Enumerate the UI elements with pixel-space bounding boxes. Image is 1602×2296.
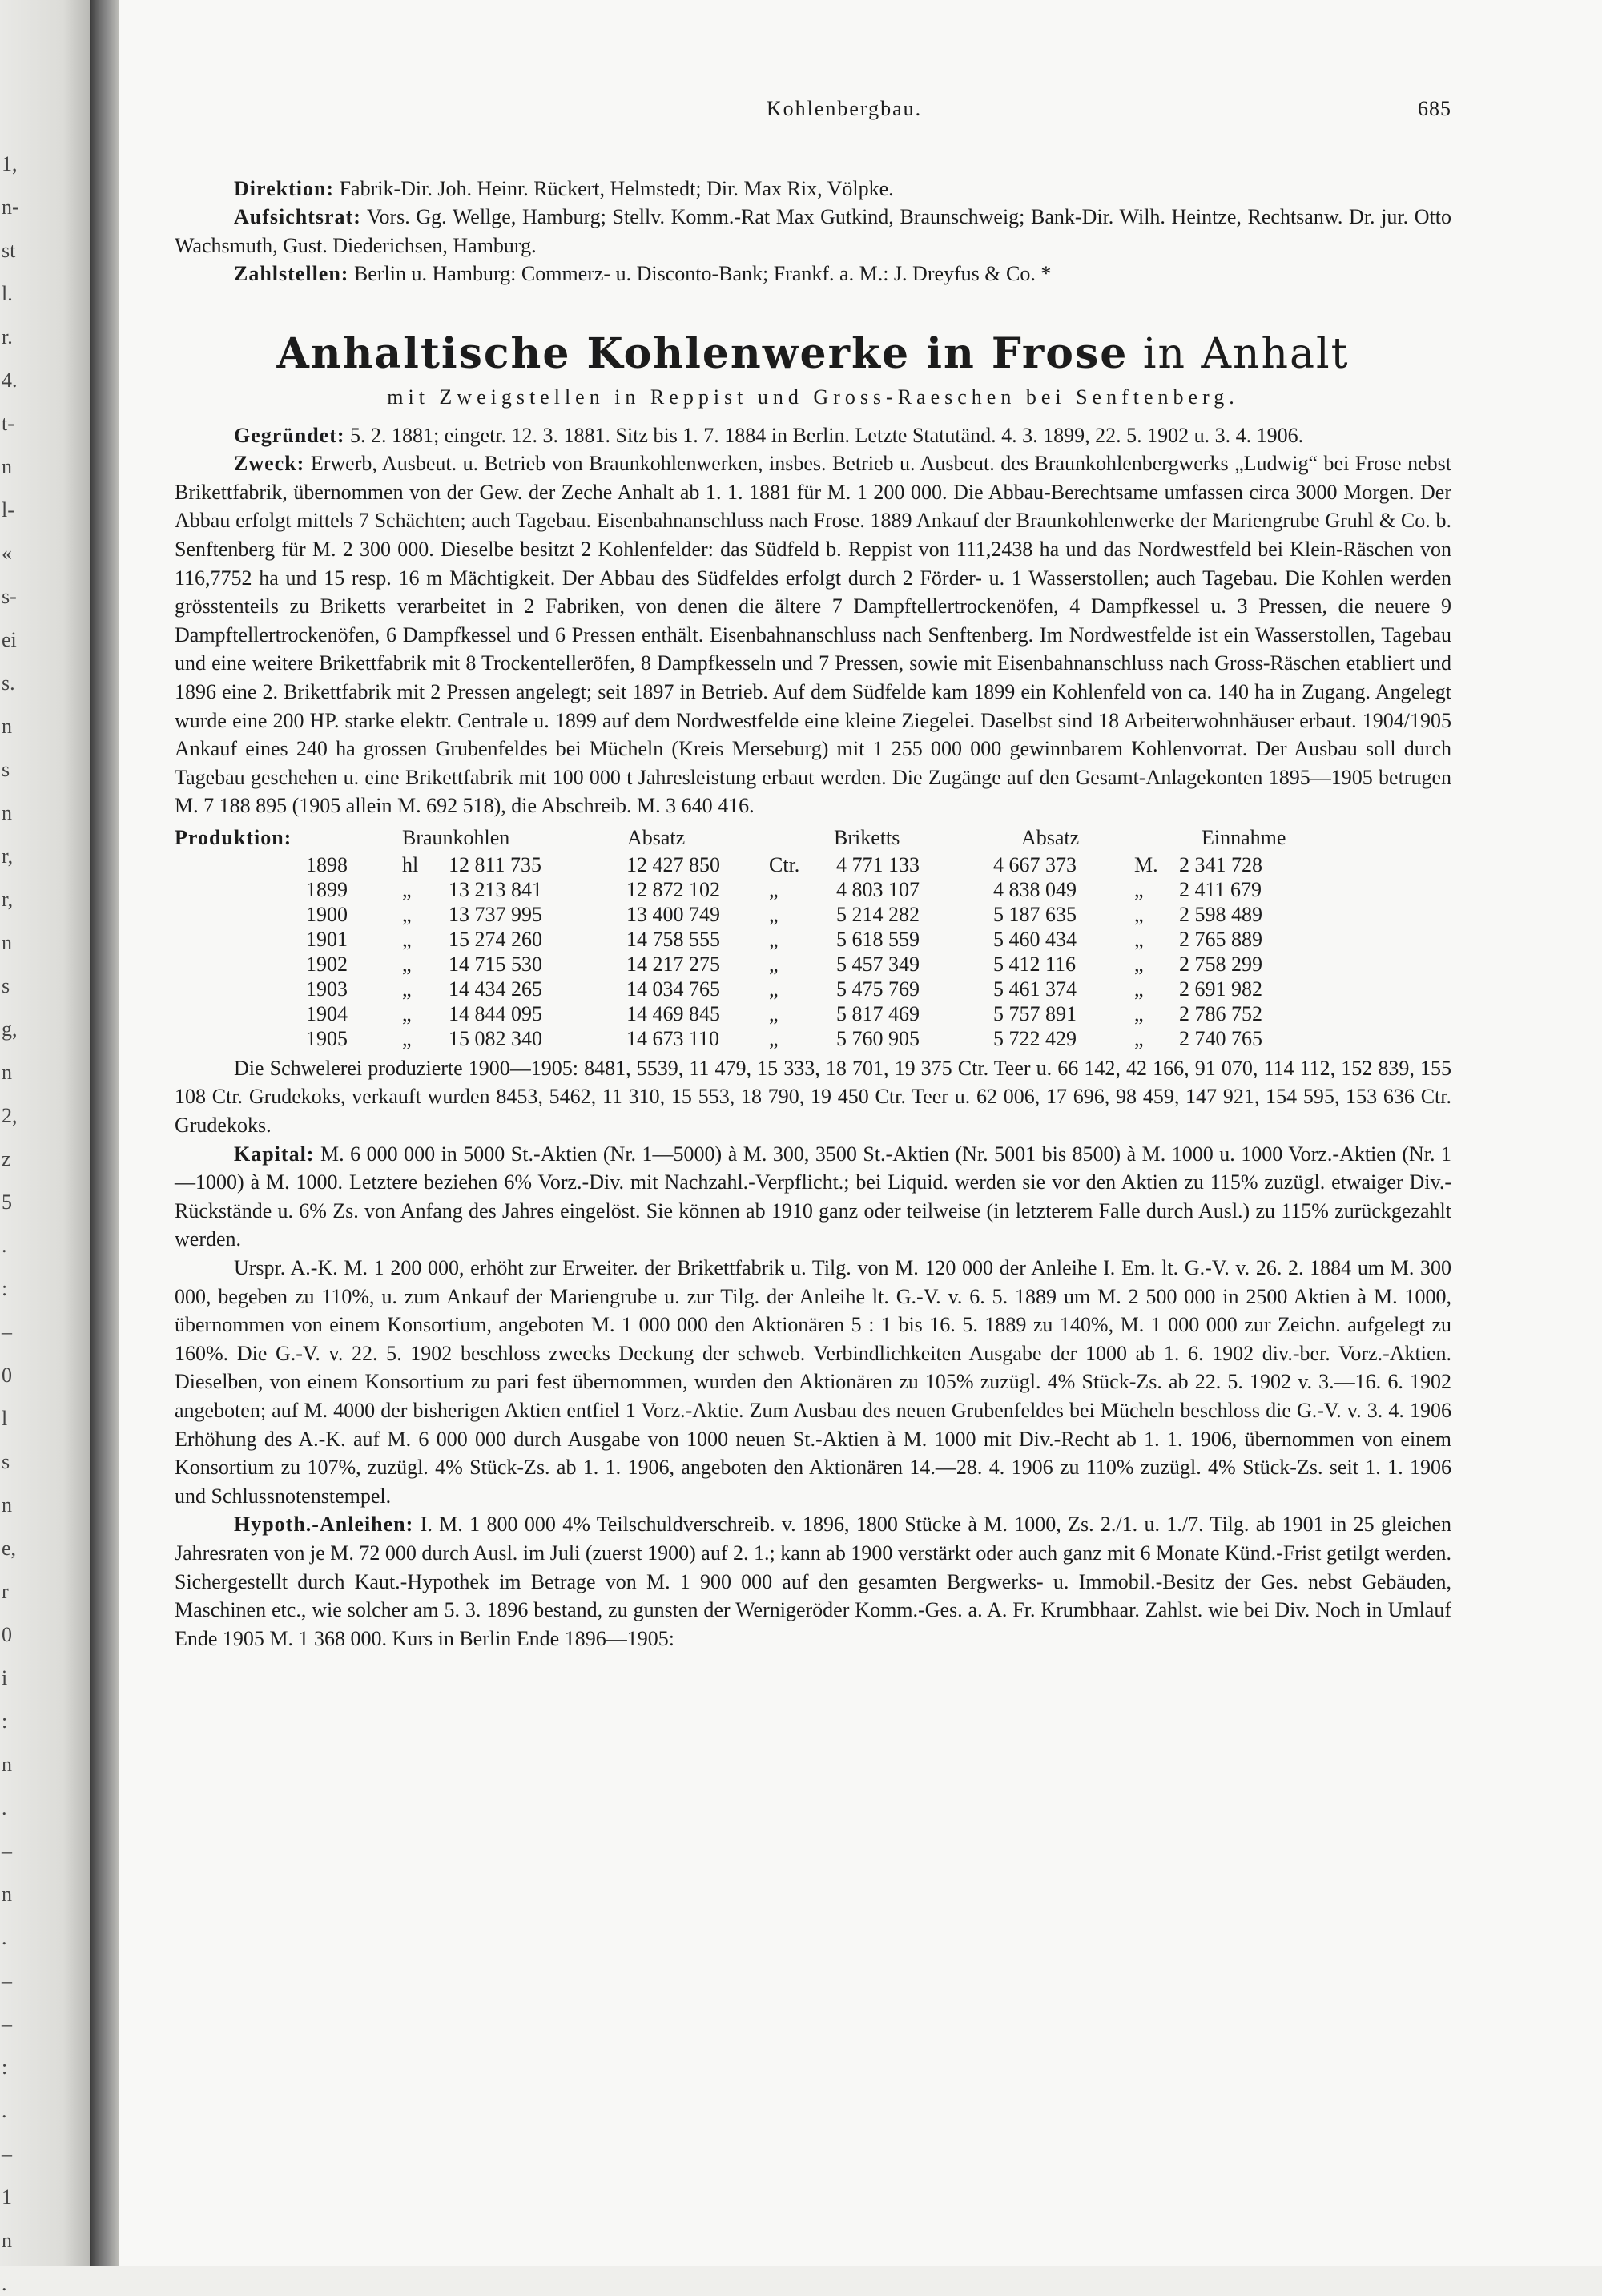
prev-page-fragment: : bbox=[2, 2056, 8, 2079]
prev-page-fragment: r, bbox=[2, 888, 14, 911]
prev-page-fragment: . bbox=[2, 1926, 7, 1949]
prev-page-fragment: n bbox=[2, 801, 12, 824]
cell-year: 1901 bbox=[306, 927, 348, 951]
running-head bbox=[175, 95, 1451, 123]
gegruendet-label: Gegründet: bbox=[234, 423, 345, 447]
zahlstellen-paragraph bbox=[175, 260, 1451, 288]
cell-einnahme: 2 598 489 bbox=[1179, 902, 1262, 926]
zahlstellen-label: Zahlstellen: bbox=[234, 262, 349, 286]
prev-page-fragment: 5 bbox=[2, 1190, 12, 1214]
cell-u1: „ bbox=[402, 927, 412, 951]
company-subtitle: mit Zweigstellen in Reppist und Gross-Raeschen bei Senftenberg. bbox=[387, 385, 1239, 409]
prev-page-fragment: . bbox=[2, 2099, 7, 2122]
cell-briketts: 5 457 349 bbox=[836, 952, 920, 976]
prev-page-fragment: 1, bbox=[2, 152, 18, 175]
cell-briketts: 5 475 769 bbox=[836, 977, 920, 1001]
prev-page-fragment: l bbox=[2, 1407, 8, 1430]
prev-page-fragment: s- bbox=[2, 585, 17, 608]
prev-page-fragment: s bbox=[2, 758, 10, 781]
cell-year: 1905 bbox=[306, 1026, 348, 1050]
prev-page-fragment: n bbox=[2, 1753, 12, 1776]
gegruendet-text: 5. 2. 1881; eingetr. 12. 3. 1881. Sitz bis 1. 7. 1884 in Berlin. Letzte Statutänd. 4. 3. 1899, 22. 5. 1902 u. 3. 4. 1906. bbox=[350, 423, 1304, 447]
cell-briketts: 5 817 469 bbox=[836, 1001, 920, 1025]
prev-page-fragment: . bbox=[2, 1234, 7, 1257]
prev-page-fragment: r. bbox=[2, 325, 13, 348]
prev-page-fragment: – bbox=[2, 1969, 12, 1992]
table-row bbox=[306, 927, 1307, 952]
cell-year: 1904 bbox=[306, 1001, 348, 1025]
cell-absatz1: 13 400 749 bbox=[626, 902, 720, 926]
cell-absatz1: 14 217 275 bbox=[626, 952, 720, 976]
cell-absatz1: 12 872 102 bbox=[626, 877, 720, 901]
col-briketts: Briketts bbox=[834, 825, 900, 849]
prev-page-fragment: t- bbox=[2, 412, 14, 435]
prev-page-fragment: g, bbox=[2, 1017, 18, 1041]
cell-braunkohlen: 13 737 995 bbox=[449, 902, 542, 926]
page-number: 685 bbox=[1418, 97, 1451, 120]
cell-u3: „ bbox=[1134, 1001, 1144, 1025]
cell-u1: „ bbox=[402, 877, 412, 901]
cell-u1: „ bbox=[402, 952, 412, 976]
previous-page-edge bbox=[0, 0, 90, 2295]
prev-page-fragment: – bbox=[2, 2012, 12, 2036]
table-row bbox=[306, 977, 1307, 1001]
cell-u2: „ bbox=[769, 877, 779, 901]
cell-u2: „ bbox=[769, 1026, 779, 1050]
cell-absatz2: 5 412 116 bbox=[993, 952, 1077, 976]
cell-briketts: 5 760 905 bbox=[836, 1026, 920, 1050]
direktion-label: Direktion: bbox=[234, 176, 335, 200]
table-row bbox=[306, 952, 1307, 977]
cell-einnahme: 2 691 982 bbox=[1179, 977, 1262, 1001]
prev-page-fragment: « bbox=[2, 542, 12, 565]
prev-page-fragment: – bbox=[2, 1320, 12, 1343]
aufsichtsrat-label: Aufsichtsrat: bbox=[234, 205, 361, 229]
col-einnahme: Einnahme bbox=[1202, 825, 1286, 849]
produktion-table bbox=[306, 852, 1307, 1051]
cell-absatz1: 14 034 765 bbox=[626, 977, 720, 1001]
prev-page-fragment: 1 bbox=[2, 2185, 12, 2209]
cell-briketts: 5 214 282 bbox=[836, 902, 920, 926]
direktion-text: Fabrik-Dir. Joh. Heinr. Rückert, Helmstedt; Dir. Max Rix, Völpke. bbox=[339, 176, 894, 200]
cell-year: 1900 bbox=[306, 902, 348, 926]
table-row bbox=[306, 877, 1307, 902]
cell-u1: hl bbox=[402, 852, 419, 876]
col-absatz-2: Absatz bbox=[1021, 825, 1080, 849]
cell-u3: „ bbox=[1134, 952, 1144, 976]
col-braunkohlen: Braunkohlen bbox=[402, 825, 510, 849]
cell-braunkohlen: 14 715 530 bbox=[449, 952, 542, 976]
cell-year: 1898 bbox=[306, 852, 348, 876]
cell-braunkohlen: 15 082 340 bbox=[449, 1026, 542, 1050]
cell-u3: M. bbox=[1134, 852, 1158, 876]
table-row bbox=[306, 852, 1307, 877]
cell-u2: „ bbox=[769, 952, 779, 976]
prev-page-fragment: i bbox=[2, 1666, 8, 1690]
page-content bbox=[175, 95, 1451, 1653]
table-row bbox=[306, 902, 1307, 927]
cell-braunkohlen: 13 213 841 bbox=[449, 877, 542, 901]
prev-page-fragment: r bbox=[2, 1580, 9, 1603]
cell-u3: „ bbox=[1134, 877, 1144, 901]
direktion-paragraph bbox=[175, 175, 1451, 203]
produktion-label: Produktion: bbox=[175, 825, 292, 849]
prev-page-fragment: n- bbox=[2, 195, 19, 219]
prev-page-fragment: r, bbox=[2, 844, 14, 868]
cell-absatz1: 12 427 850 bbox=[626, 852, 720, 876]
hypoth-label: Hypoth.-Anleihen: bbox=[234, 1513, 414, 1537]
prev-page-fragment: n bbox=[2, 715, 12, 738]
cell-einnahme: 2 765 889 bbox=[1179, 927, 1262, 951]
gegruendet-paragraph bbox=[175, 421, 1451, 450]
running-head-title: Kohlenbergbau. bbox=[766, 97, 923, 120]
prev-page-fragment: 0 bbox=[2, 1623, 12, 1646]
prev-page-fragment: s bbox=[2, 1450, 10, 1473]
cell-braunkohlen: 15 274 260 bbox=[449, 927, 542, 951]
produktion-header bbox=[175, 824, 1451, 852]
cell-einnahme: 2 758 299 bbox=[1179, 952, 1262, 976]
table-row bbox=[306, 1001, 1307, 1026]
cell-absatz2: 4 667 373 bbox=[993, 852, 1077, 876]
col-absatz-1: Absatz bbox=[627, 825, 686, 849]
company-location: in Anhalt bbox=[1142, 329, 1350, 378]
hypoth-text: I. M. 1 800 000 4% Teilschuldverschreib. v. 1896, 1800 Stücke à M. 1000, Zs. 2./1. u. 1./7. Tilg. ab 1901 in 25 gleichen Jahresraten von je M. 72 000 durch Ausl. im Juli (zuerst 1900) auf 2. 1.; kann ab 1900 verstärkt oder auch ganz mit 6 Monate Künd.-Frist getilgt werden. Sichergestellt durch Kaut.-Hypothek im Betrage von M. 1 900 000 auf den gesamten Bergwerks- u. Immobil.-Besitz der Ges. nebst Gebäuden, Maschinen etc., wie solcher am 5. 3. 1896 bestand, zu gunsten der Wernigeröder Komm.-Ges. a. A. Fr. Krumbhaar. Zahlst. wie bei Div. Noch in Umlauf Ende 1905 M. 1 368 000. Kurs in Berlin Ende 1896—1905: bbox=[175, 1513, 1451, 1650]
cell-absatz1: 14 673 110 bbox=[626, 1026, 720, 1050]
cell-braunkohlen: 14 434 265 bbox=[449, 977, 542, 1001]
page bbox=[119, 0, 1602, 2266]
zahlstellen-text: Berlin u. Hamburg: Commerz- u. Disconto-Bank; Frankf. a. M.: J. Dreyfus & Co. * bbox=[353, 262, 1052, 286]
cell-absatz2: 5 461 374 bbox=[993, 977, 1077, 1001]
prev-page-fragment: e, bbox=[2, 1537, 17, 1560]
cell-briketts: 5 618 559 bbox=[836, 927, 920, 951]
book-spine bbox=[90, 0, 119, 2266]
cell-u2: „ bbox=[769, 977, 779, 1001]
cell-absatz1: 14 469 845 bbox=[626, 1001, 720, 1025]
prev-page-fragment: ei bbox=[2, 628, 17, 651]
cell-u1: „ bbox=[402, 1026, 412, 1050]
cell-braunkohlen: 14 844 095 bbox=[449, 1001, 542, 1025]
prev-page-fragment: z bbox=[2, 1147, 11, 1170]
aufsichtsrat-paragraph bbox=[175, 203, 1451, 260]
cell-absatz2: 5 757 891 bbox=[993, 1001, 1077, 1025]
prev-page-fragment: . bbox=[2, 2272, 7, 2295]
cell-u3: „ bbox=[1134, 1026, 1144, 1050]
cell-absatz2: 5 722 429 bbox=[993, 1026, 1077, 1050]
hypoth-paragraph bbox=[175, 1510, 1451, 1653]
cell-absatz1: 14 758 555 bbox=[626, 927, 720, 951]
company-heading bbox=[175, 330, 1451, 378]
cell-u2: „ bbox=[769, 1001, 779, 1025]
prev-page-fragment: : bbox=[2, 1277, 8, 1300]
cell-u1: „ bbox=[402, 902, 412, 926]
prev-page-fragment: l. bbox=[2, 282, 13, 305]
schwelerei-paragraph: Die Schwelerei produzierte 1900—1905: 8481, 5539, 11 479, 15 333, 18 701, 19 375 Ctr. Teer u. 66 142, 42 166, 91 070, 114 112, 152 839, 155 108 Ctr. Grudekoks, verkauft wurden 8453, 5462, 11 310, 15 553, 18 790, 19 450 Ctr. Teer u. 62 006, 17 696, 98 459, 147 921, 154 595, 153 636 Ctr. Grudekoks. bbox=[175, 1056, 1451, 1138]
cell-u1: „ bbox=[402, 977, 412, 1001]
cell-einnahme: 2 786 752 bbox=[1179, 1001, 1262, 1025]
cell-briketts: 4 803 107 bbox=[836, 877, 920, 901]
table-row bbox=[306, 1026, 1307, 1051]
aufsichtsrat-text: Vors. Gg. Wellge, Hamburg; Stellv. Komm.-Rat Max Gutkind, Braunschweig; Bank-Dir. Wilh. Heintze, Rechtsanw. Dr. jur. Otto Wachsmuth, Gust. Diederichsen, Hamburg. bbox=[175, 205, 1452, 257]
kapital-paragraph bbox=[175, 1140, 1451, 1254]
prev-page-fragment: l- bbox=[2, 498, 14, 522]
cell-u3: „ bbox=[1134, 977, 1144, 1001]
cell-u2: „ bbox=[769, 927, 779, 951]
cell-u2: „ bbox=[769, 902, 779, 926]
cell-einnahme: 2 411 679 bbox=[1179, 877, 1262, 901]
prev-page-fragment: 2, bbox=[2, 1104, 18, 1127]
cell-u3: „ bbox=[1134, 902, 1144, 926]
prev-page-fragment: st bbox=[2, 239, 16, 262]
cell-absatz2: 5 187 635 bbox=[993, 902, 1077, 926]
prev-page-fragment: n bbox=[2, 931, 12, 954]
cell-briketts: 4 771 133 bbox=[836, 852, 920, 876]
zweck-text: Erwerb, Ausbeut. u. Betrieb von Braunkohlenwerken, insbes. Betrieb u. Ausbeut. des Braunkohlenbergwerks „Ludwig“ bei Frose nebst Brikettfabrik, übernommen von der Gew. der Zeche Anhalt ab 1. 1. 1881 für M. 1 200 000. Die Abbau-Berechtsame umfassen circa 3000 Morgen. Der Abbau erfolgt mittels 7 Schächten; auch Tagebau. Eisenbahnanschluss nach Frose. 1889 Ankauf der Braunkohlenwerke der Mariengrube Gruhl & Co. b. Senftenberg für M. 2 300 000. Dieselbe besitzt 2 Kohlenfelder: das Südfeld b. Reppist von 111,2438 ha und das Nordwestfeld bei Klein-Räschen von 116,7752 ha und 15 resp. 16 m Mächtigkeit. Der Abbau des Südfeldes erfolgt durch 2 Förder- u. 1 Wasserstollen; auch Tagebau. Die Kohlen werden grösstenteils zu Briketts verarbeitet in 2 Fabriken, von denen die ältere 7 Dampftellertrockenöfen, 4 Dampfkessel u. 3 Pressen, die neuere 9 Dampftellertrockenöfen, 6 Dampfkessel und 6 Pressen enthält. Eisenbahnanschluss nach Senftenberg. Im Nordwestfelde ist ein Wasserstollen, Tagebau und eine weitere Brikettfabrik mit 8 Trockentelleröfen, 8 Dampfkesseln und 7 Pressen, sowie mit Eisenbahnanschluss nach Gross-Räschen etabliert und 1896 eine 2. Brikettfabrik mit 2 Pressen angelegt; seit 1897 in Betrieb. Auf dem Südfelde kam 1899 ein Kohlenfeld von ca. 140 ha in Zugang. Angelegt wurde eine 200 HP. starke elektr. Centrale u. 1899 auf dem Nordwestfelde eine kleine Ziegelei. Daselbst sind 18 Arbeiterwohnhäuser erbaut. 1904/1905 Ankauf eines 240 ha grossen Grubenfeldes bei Mücheln (Kreis Merseburg) mit 1 255 000 000 gewinnbarem Kohlenvorrat. Der Ausbau soll durch Tagebau geschehen u. eine Brikettfabrik mit 100 000 t Jahresleistung erbaut werden. Die Zugänge auf den Gesamt-Anlagekonten 1895—1905 betrugen M. 7 188 895 (1905 allein M. 692 518), die Abschreib. M. 3 640 416. bbox=[175, 452, 1451, 818]
prev-page-fragment: n bbox=[2, 2229, 12, 2252]
prev-page-fragment: s bbox=[2, 974, 10, 997]
cell-braunkohlen: 12 811 735 bbox=[449, 852, 542, 876]
prev-page-fragment: n bbox=[2, 1493, 12, 1517]
cell-u3: „ bbox=[1134, 927, 1144, 951]
kapital-label: Kapital: bbox=[234, 1142, 315, 1166]
cell-year: 1903 bbox=[306, 977, 348, 1001]
cell-u2: Ctr. bbox=[769, 852, 800, 876]
prev-page-fragment: . bbox=[2, 1796, 7, 1819]
prev-page-fragment: n bbox=[2, 1061, 12, 1084]
cell-year: 1899 bbox=[306, 877, 348, 901]
cell-u1: „ bbox=[402, 1001, 412, 1025]
prev-page-fragment: s. bbox=[2, 671, 15, 695]
cell-absatz2: 5 460 434 bbox=[993, 927, 1077, 951]
prev-page-fragment: 0 bbox=[2, 1364, 12, 1387]
company-name: Anhaltische Kohlenwerke in Frose bbox=[276, 328, 1129, 378]
prev-page-fragment: – bbox=[2, 1839, 12, 1863]
zweck-label: Zweck: bbox=[234, 452, 305, 476]
prev-page-fragment: n bbox=[2, 455, 12, 478]
prev-page-fragment: : bbox=[2, 1710, 8, 1733]
prev-page-fragment: – bbox=[2, 2142, 12, 2165]
cell-year: 1902 bbox=[306, 952, 348, 976]
prev-page-fragment: 4. bbox=[2, 369, 18, 392]
zweck-paragraph bbox=[175, 449, 1451, 820]
kapital-text: M. 6 000 000 in 5000 St.-Aktien (Nr. 1—5000) à M. 300, 3500 St.-Aktien (Nr. 5001 bis 8500) à M. 1000 u. 1000 Vorz.-Aktien (Nr. 1—1000) à M. 1000. Letztere beziehen 6% Vorz.-Div. mit Nachzahl.-Verpflicht.; bei Liquid. werden sie vor den Aktien zu 115% zuzügl. etwaiger Div.-Rückstände u. 6% Zs. von Anfang des Jahres eingelöst. Sie können ab 1910 ganz oder teilweise (in letzterem Falle durch Ausl.) zu 115% zurückgezahlt werden. bbox=[175, 1142, 1452, 1251]
prev-page-fragment: n bbox=[2, 1883, 12, 1906]
kapital-history-paragraph: Urspr. A.-K. M. 1 200 000, erhöht zur Erweiter. der Brikettfabrik u. Tilg. von M. 120 000 der Anleihe I. Em. lt. G.-V. v. 26. 2. 1884 um M. 300 000, begeben zu 110%, u. zum Ankauf der Mariengrube u. zur Tilg. der Anleihe lt. G.-V. v. 6. 5. 1889 um M. 2 500 000 in 2500 Aktien à M. 1000, übernommen von einem Konsortium, angeboten M. 1 000 000 den Aktionären 5 : 1 bis 16. 5. 1889 zu 140%, M. 1 000 000 zur Zeichn. aufgelegt zu 160%. Die G.-V. v. 22. 5. 1902 beschloss zwecks Deckung der schweb. Verbindlichkeiten Ausgabe der 1000 ab 1. 6. 1902 div.-ber. Vorz.-Aktien. Dieselben, von einem Konsortium zu pari fest übernommen, wurden den Aktionären zu 105% zuzügl. 4% Stück-Zs. ab 22. 5. 1902 v. 3.—16. 6. 1902 angeboten; auf M. 4000 der bisherigen Aktien entfiel 1 Vorz.-Aktie. Zum Ausbau des neuen Grubenfeldes bei Mücheln beschloss die G.-V. v. 3. 4. 1906 Erhöhung des A.-K. auf M. 6 000 000 durch Ausgabe von 1000 neuen St.-Aktien à M. 1000 mit Div.-Recht ab 1. 1. 1906, übernommen von einem Konsortium zu 107%, zuzügl. 4% Stück-Zs. ab 1. 1. 1906, angeboten den Aktionären 14.—28. 4. 1906 zu 110% zuzügl. 4% Stück-Zs. seit 1. 1. 1906 und Schlussnotenstempel. bbox=[175, 1256, 1451, 1508]
cell-einnahme: 2 740 765 bbox=[1179, 1026, 1262, 1050]
cell-einnahme: 2 341 728 bbox=[1179, 852, 1262, 876]
cell-absatz2: 4 838 049 bbox=[993, 877, 1077, 901]
